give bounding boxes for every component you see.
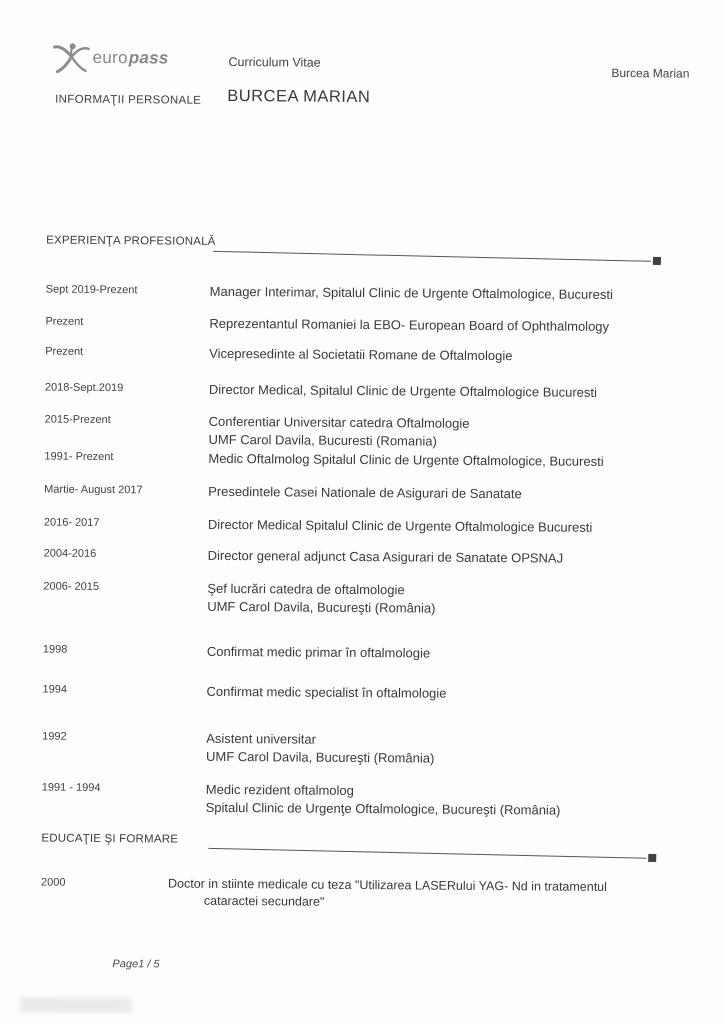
section-title: EDUCAŢIE ŞI FORMARE	[41, 832, 179, 846]
entry-description-line: UMF Carol Davila, Bucuresti (Romania)	[208, 431, 437, 449]
entry-description-line: Doctor in stiinte medicale cu teza "Utilizarea LASERului YAG- Nd in tratamentul	[168, 876, 607, 894]
entry-description-line: Conferentiar Universitar catedra Oftalmologie	[208, 413, 470, 431]
entry-date: 2016- 2017	[43, 516, 100, 529]
entry-date: 2018-Sept.2019	[44, 381, 124, 395]
entry-description	[208, 450, 688, 471]
entry-description	[168, 876, 638, 914]
document-type-label: Curriculum Vitae	[228, 54, 321, 70]
entry-date: 2006- 2015	[43, 580, 100, 593]
experience-entry	[0, 681, 719, 701]
entry-date: 1998	[42, 643, 68, 656]
experience-entry	[0, 779, 718, 818]
entry-date: 2000	[41, 876, 66, 889]
entry-description-line: Reprezentantul Romaniei la EBO- European Board of Ophthalmology	[209, 315, 610, 334]
entry-date: Sept 2019-Prezent	[45, 283, 138, 297]
entry-description-line: Director Medical, Spitalul Clinic de Urgente Oftalmologice Bucuresti	[208, 381, 597, 400]
entry-description-line: Vicepresedinte al Societatii Romane de Oftalmologie	[209, 345, 513, 364]
entry-description-line: Confirmat medic primar în oftalmologie	[206, 643, 431, 661]
entry-description	[207, 643, 687, 664]
entry-description-line: Şef lucrări catedra de oftalmologie	[207, 580, 405, 598]
section-rule	[213, 251, 651, 262]
entry-description	[206, 683, 686, 704]
entry-description	[207, 580, 687, 619]
entry-description-line: Medic rezident oftalmolog	[205, 781, 354, 798]
entry-date: Prezent	[45, 345, 84, 358]
entry-description-line: Presedintele Casei Nationale de Asigurari de Sanatate	[208, 483, 522, 502]
entry-description-line: cataractei secundare"	[203, 893, 325, 909]
experience-entry	[0, 379, 721, 400]
experience-entry	[0, 514, 720, 535]
entry-description	[210, 283, 690, 304]
entry-description	[209, 381, 689, 402]
entry-description	[209, 345, 689, 366]
entry-description-line: Director general adjunct Casa Asigurari de Sanatate OPSNAJ	[207, 547, 564, 566]
entry-date: Prezent	[45, 315, 84, 328]
section-title: EXPERIENŢA PROFESIONALĂ	[46, 234, 216, 248]
personal-info-label: INFORMAŢII PERSONALE	[55, 93, 202, 107]
entry-date: 1992	[42, 730, 67, 743]
entry-description-line: Director Medical Spitalul Clinic de Urgente Oftalmologice Bucuresti	[207, 516, 593, 535]
entry-description-line: UMF Carol Davila, Bucureşti (România)	[207, 598, 436, 616]
experience-entry	[0, 641, 719, 661]
experience-entry	[0, 281, 722, 302]
entry-description-line: Asistent universitar	[206, 730, 317, 747]
europass-logo	[51, 40, 168, 77]
experience-entry	[0, 343, 721, 364]
scan-artifact	[20, 997, 132, 1013]
entry-description-line: Manager Interimar, Spitalul Clinic de Urgente Oftalmologice, Bucuresti	[209, 283, 613, 302]
entry-description	[209, 315, 689, 336]
entry-description-line: Spitalul Clinic de Urgenţe Oftalmologice, Bucureşti (România)	[205, 799, 561, 818]
entry-description	[208, 547, 688, 568]
entry-date: 2004-2016	[43, 547, 97, 560]
entry-description	[206, 781, 686, 820]
entry-date: 1991- Prezent	[44, 450, 114, 464]
experience-entry	[0, 411, 721, 449]
experience-entry	[0, 578, 719, 616]
entry-date: Martie- August 2017	[44, 483, 143, 497]
person-name: BURCEA MARIAN	[227, 86, 371, 107]
experience-entry	[0, 545, 720, 566]
owner-name-header: Burcea Marian	[611, 65, 690, 81]
entry-description	[208, 483, 688, 504]
entry-description-line: Confirmat medic specialist în oftalmologie	[206, 683, 447, 701]
education-entry	[0, 874, 717, 909]
section-rule	[208, 848, 646, 859]
entry-description-line: UMF Carol Davila, Bucureşti (România)	[206, 748, 435, 766]
europass-star-icon	[51, 40, 91, 76]
rule-end-square	[648, 854, 656, 862]
logo-text-euro: euro	[92, 47, 128, 68]
experience-entry	[0, 481, 720, 502]
entry-description	[208, 413, 688, 452]
entry-date: 1991 - 1994	[41, 781, 101, 794]
experience-entry	[0, 313, 722, 334]
entry-description	[206, 730, 686, 769]
logo-text-pass: pass	[128, 48, 169, 68]
page-number-label: Page1 / 5	[112, 958, 160, 971]
entry-description-line: Medic Oftalmolog Spitalul Clinic de Urgente Oftalmologice, Bucuresti	[208, 450, 604, 469]
experience-entry	[0, 728, 718, 766]
entry-date: 2015-Prezent	[44, 413, 111, 427]
rule-end-square	[653, 257, 661, 265]
entry-date: 1994	[42, 683, 68, 696]
entry-description	[208, 516, 688, 537]
